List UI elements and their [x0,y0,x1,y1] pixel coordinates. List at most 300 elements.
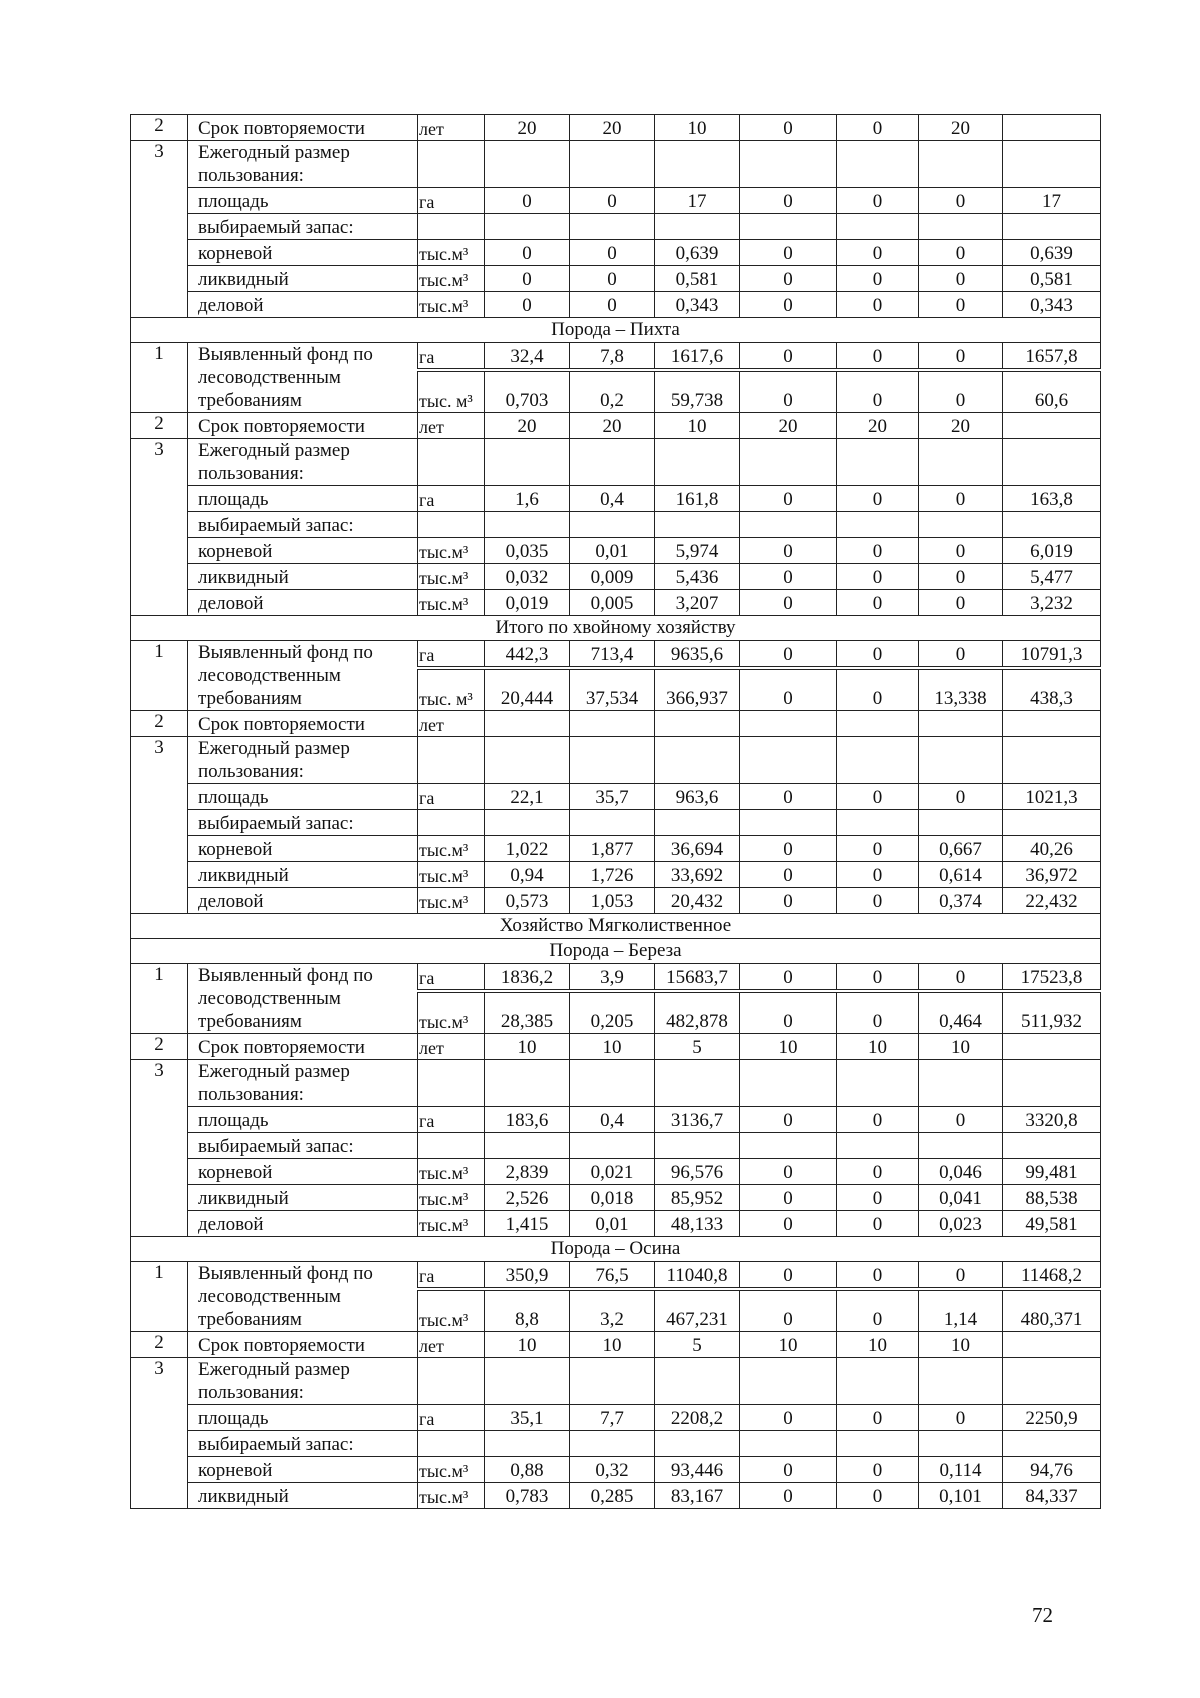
parameter-name: Выявленный фонд по лесоводственным требованиям [188,1262,418,1332]
parameter-name: Срок повторяемости [188,1332,418,1358]
value-cell [485,1431,570,1457]
value-cell [655,512,740,538]
unit-cell [418,214,485,240]
value-cell [1003,141,1101,188]
value-cell [570,512,655,538]
parameter-name: выбираемый запас: [188,214,418,240]
value-cell [485,1060,570,1107]
table-row [131,214,1101,240]
unit-cell: лет [418,115,485,141]
value-cell: 0 [740,1107,837,1133]
value-cell: 32,4 [485,343,570,371]
value-cell [655,1060,740,1107]
parameter-name: Выявленный фонд по лесоводственным требованиям [188,641,418,711]
value-cell [570,1358,655,1405]
value-cell: 13,338 [919,668,1003,711]
value-cell: 0,019 [485,590,570,616]
value-cell [485,711,570,737]
unit-cell [418,1060,485,1107]
unit-cell: тыс.м³ [418,1457,485,1483]
value-cell [837,214,919,240]
table-row [131,810,1101,836]
value-cell [1003,1034,1101,1060]
value-cell: 20,432 [655,888,740,914]
value-cell: 10 [919,1034,1003,1060]
table-row [131,1133,1101,1159]
value-cell: 0 [837,668,919,711]
value-cell: 366,937 [655,668,740,711]
value-cell: 99,481 [1003,1159,1101,1185]
value-cell: 0 [570,292,655,318]
unit-cell: тыс.м³ [418,862,485,888]
value-cell: 10 [485,1034,570,1060]
value-cell [655,810,740,836]
value-cell [570,1431,655,1457]
value-cell [1003,1133,1101,1159]
row-number: 1 [131,1262,188,1332]
value-cell [740,512,837,538]
value-cell: 85,952 [655,1185,740,1211]
value-cell [919,1060,1003,1107]
value-cell: 2,839 [485,1159,570,1185]
value-cell: 0 [919,784,1003,810]
parameter-name: Ежегодный размер пользования: [188,439,418,486]
value-cell: 0 [837,1289,919,1332]
parameter-name: Ежегодный размер пользования: [188,737,418,784]
value-cell: 0 [740,486,837,512]
value-cell [1003,1332,1101,1358]
value-cell: 0 [837,1405,919,1431]
value-cell: 0,01 [570,1211,655,1237]
value-cell: 37,534 [570,668,655,711]
value-cell [570,141,655,188]
value-cell: 10 [919,1332,1003,1358]
value-cell: 0 [919,486,1003,512]
unit-cell [418,737,485,784]
unit-cell: тыс.м³ [418,538,485,564]
unit-cell: тыс.м³ [418,991,485,1034]
value-cell: 0,018 [570,1185,655,1211]
value-cell: 0 [740,1483,837,1509]
value-cell: 0 [740,1405,837,1431]
value-cell: 0,703 [485,370,570,413]
parameter-name: деловой [188,888,418,914]
value-cell: 438,3 [1003,668,1101,711]
section-row [131,939,1101,964]
value-cell: 480,371 [1003,1289,1101,1332]
value-cell: 0 [919,964,1003,992]
value-cell: 2,526 [485,1185,570,1211]
value-cell: 482,878 [655,991,740,1034]
value-cell: 442,3 [485,641,570,669]
value-cell: 0 [837,641,919,669]
value-cell: 11040,8 [655,1262,740,1290]
value-cell: 0,032 [485,564,570,590]
unit-cell: тыс.м³ [418,888,485,914]
unit-cell [418,439,485,486]
value-cell: 5,477 [1003,564,1101,590]
table-row [131,1483,1101,1509]
value-cell [1003,512,1101,538]
parameter-name: выбираемый запас: [188,512,418,538]
value-cell [1003,413,1101,439]
value-cell [1003,439,1101,486]
value-cell [837,810,919,836]
parameter-name: корневой [188,538,418,564]
value-cell: 0,464 [919,991,1003,1034]
value-cell [837,1431,919,1457]
value-cell [655,1133,740,1159]
table-row [131,1034,1101,1060]
value-cell: 0,639 [655,240,740,266]
table-row [131,292,1101,318]
value-cell: 0 [837,1211,919,1237]
parameter-name: ликвидный [188,1185,418,1211]
row-number: 3 [131,1060,188,1237]
value-cell: 0 [837,538,919,564]
value-cell: 20 [485,413,570,439]
value-cell [837,711,919,737]
value-cell [1003,711,1101,737]
value-cell: 0 [740,641,837,669]
value-cell: 2208,2 [655,1405,740,1431]
value-cell: 0 [837,188,919,214]
value-cell: 94,76 [1003,1457,1101,1483]
unit-cell: га [418,964,485,992]
row-number: 3 [131,1358,188,1509]
table-row [131,888,1101,914]
value-cell: 0 [919,590,1003,616]
table-row [131,343,1101,371]
value-cell [837,512,919,538]
value-cell [919,439,1003,486]
value-cell: 20 [919,115,1003,141]
value-cell: 10 [485,1332,570,1358]
value-cell: 1,14 [919,1289,1003,1332]
value-cell: 17523,8 [1003,964,1101,992]
table-row [131,964,1101,992]
table-row [131,266,1101,292]
value-cell: 163,8 [1003,486,1101,512]
value-cell: 963,6 [655,784,740,810]
value-cell: 0 [740,370,837,413]
value-cell: 0 [837,991,919,1034]
value-cell: 0 [919,343,1003,371]
value-cell: 76,5 [570,1262,655,1290]
parameter-name: деловой [188,292,418,318]
parameter-name: Ежегодный размер пользования: [188,1060,418,1107]
table-row [131,1159,1101,1185]
value-cell: 0,285 [570,1483,655,1509]
value-cell [1003,1431,1101,1457]
value-cell: 0 [570,188,655,214]
value-cell: 36,972 [1003,862,1101,888]
row-number: 1 [131,343,188,413]
unit-cell: лет [418,1332,485,1358]
parameter-name: корневой [188,1159,418,1185]
unit-cell: тыс.м³ [418,1483,485,1509]
value-cell: 0 [919,1405,1003,1431]
value-cell: 0 [919,188,1003,214]
row-number: 3 [131,439,188,616]
parameter-name: корневой [188,836,418,862]
value-cell [655,737,740,784]
value-cell: 0,573 [485,888,570,914]
value-cell: 0,94 [485,862,570,888]
value-cell: 0 [740,1262,837,1290]
value-cell: 0 [837,784,919,810]
value-cell: 0,614 [919,862,1003,888]
value-cell: 9635,6 [655,641,740,669]
value-cell [837,1060,919,1107]
value-cell: 0 [919,564,1003,590]
value-cell: 3,207 [655,590,740,616]
value-cell: 10 [655,413,740,439]
unit-cell: тыс.м³ [418,1185,485,1211]
value-cell [1003,737,1101,784]
value-cell: 0 [740,1185,837,1211]
parameter-name: площадь [188,1107,418,1133]
row-number: 3 [131,141,188,318]
value-cell [485,1133,570,1159]
value-cell: 1617,6 [655,343,740,371]
value-cell [919,711,1003,737]
value-cell: 0 [837,836,919,862]
value-cell [570,214,655,240]
value-cell: 0,4 [570,486,655,512]
value-cell: 0 [740,564,837,590]
value-cell: 161,8 [655,486,740,512]
value-cell: 20 [919,413,1003,439]
unit-cell: га [418,1107,485,1133]
value-cell: 0 [837,240,919,266]
value-cell [485,737,570,784]
value-cell [570,810,655,836]
value-cell: 1,415 [485,1211,570,1237]
unit-cell: тыс.м³ [418,1159,485,1185]
value-cell: 10791,3 [1003,641,1101,669]
value-cell [740,737,837,784]
value-cell: 0 [837,564,919,590]
table-row [131,737,1101,784]
value-cell: 1021,3 [1003,784,1101,810]
value-cell: 3320,8 [1003,1107,1101,1133]
value-cell [485,810,570,836]
value-cell [485,439,570,486]
row-number: 2 [131,115,188,141]
value-cell: 48,133 [655,1211,740,1237]
value-cell: 1,6 [485,486,570,512]
value-cell: 60,6 [1003,370,1101,413]
value-cell: 0 [837,343,919,371]
value-cell: 0 [919,292,1003,318]
value-cell: 20 [570,413,655,439]
value-cell: 0 [740,1289,837,1332]
value-cell [655,439,740,486]
parameter-name: Ежегодный размер пользования: [188,141,418,188]
section-row [131,616,1101,641]
value-cell: 0,021 [570,1159,655,1185]
value-cell: 0 [740,1457,837,1483]
page-number: 72 [1032,1603,1053,1627]
value-cell [655,711,740,737]
value-cell [655,141,740,188]
parameter-name: площадь [188,486,418,512]
value-cell [655,1431,740,1457]
value-cell: 1,053 [570,888,655,914]
value-cell: 36,694 [655,836,740,862]
table-row [131,512,1101,538]
table-row [131,538,1101,564]
section-row [131,318,1101,343]
section-row [131,1237,1101,1262]
row-number: 3 [131,737,188,914]
value-cell [570,439,655,486]
table-row [131,1107,1101,1133]
value-cell: 0,2 [570,370,655,413]
value-cell: 0 [740,964,837,992]
unit-cell: га [418,1262,485,1290]
table-body [131,115,1101,1509]
parameter-name: Выявленный фонд по лесоводственным требованиям [188,343,418,413]
value-cell: 0 [570,240,655,266]
value-cell: 3,232 [1003,590,1101,616]
value-cell: 0,374 [919,888,1003,914]
value-cell [485,141,570,188]
value-cell [1003,1060,1101,1107]
unit-cell [418,810,485,836]
value-cell: 0,783 [485,1483,570,1509]
value-cell: 183,6 [485,1107,570,1133]
value-cell: 0 [837,1107,919,1133]
value-cell: 0 [919,641,1003,669]
value-cell: 0,343 [1003,292,1101,318]
table-row [131,439,1101,486]
table-row [131,784,1101,810]
value-cell: 0 [740,590,837,616]
value-cell: 0 [740,991,837,1034]
table-row [131,836,1101,862]
value-cell: 0 [570,266,655,292]
value-cell: 0 [740,1159,837,1185]
value-cell: 0 [740,240,837,266]
table-row [131,1185,1101,1211]
value-cell: 5 [655,1034,740,1060]
table-row [131,413,1101,439]
unit-cell [418,1133,485,1159]
table-row [131,141,1101,188]
value-cell [485,512,570,538]
unit-cell: га [418,1405,485,1431]
unit-cell: тыс.м³ [418,590,485,616]
value-cell [837,439,919,486]
value-cell: 10 [655,115,740,141]
value-cell: 10 [570,1332,655,1358]
value-cell: 20 [837,413,919,439]
table-row [131,641,1101,669]
value-cell: 3136,7 [655,1107,740,1133]
value-cell [570,1060,655,1107]
value-cell [485,214,570,240]
unit-cell: га [418,784,485,810]
row-number: 1 [131,641,188,711]
value-cell: 0,667 [919,836,1003,862]
row-number: 2 [131,1332,188,1358]
parameter-name: ликвидный [188,1483,418,1509]
value-cell: 0,581 [1003,266,1101,292]
value-cell: 5,974 [655,538,740,564]
value-cell: 6,019 [1003,538,1101,564]
value-cell: 0 [837,486,919,512]
unit-cell [418,141,485,188]
table-row [131,862,1101,888]
value-cell: 7,8 [570,343,655,371]
value-cell: 0 [837,1457,919,1483]
value-cell: 0 [837,1262,919,1290]
value-cell: 0 [740,115,837,141]
value-cell: 20 [570,115,655,141]
parameter-name: деловой [188,1211,418,1237]
value-cell: 93,446 [655,1457,740,1483]
parameter-name: Ежегодный размер пользования: [188,1358,418,1405]
value-cell: 5,436 [655,564,740,590]
value-cell [655,214,740,240]
value-cell: 10 [570,1034,655,1060]
value-cell [1003,115,1101,141]
value-cell: 0 [485,188,570,214]
value-cell: 0 [837,1159,919,1185]
table-row [131,115,1101,141]
value-cell: 350,9 [485,1262,570,1290]
value-cell: 0,205 [570,991,655,1034]
value-cell: 1657,8 [1003,343,1101,371]
value-cell: 0,101 [919,1483,1003,1509]
value-cell: 20 [740,413,837,439]
value-cell [919,214,1003,240]
value-cell: 0 [919,370,1003,413]
value-cell: 10 [740,1034,837,1060]
parameter-name: Срок повторяемости [188,413,418,439]
value-cell: 511,932 [1003,991,1101,1034]
value-cell: 0 [919,1107,1003,1133]
row-number: 2 [131,711,188,737]
table-row [131,1431,1101,1457]
value-cell: 3,9 [570,964,655,992]
value-cell: 0,114 [919,1457,1003,1483]
table-row [131,1332,1101,1358]
unit-cell: тыс.м³ [418,1211,485,1237]
value-cell: 0 [740,292,837,318]
value-cell: 0 [740,188,837,214]
value-cell [919,737,1003,784]
value-cell [740,810,837,836]
value-cell: 0 [740,538,837,564]
value-cell: 5 [655,1332,740,1358]
value-cell: 0,01 [570,538,655,564]
value-cell [740,1358,837,1405]
value-cell: 35,1 [485,1405,570,1431]
unit-cell: тыс.м³ [418,1289,485,1332]
unit-cell: тыс.м³ [418,292,485,318]
value-cell: 2250,9 [1003,1405,1101,1431]
value-cell: 467,231 [655,1289,740,1332]
parameter-name: Срок повторяемости [188,1034,418,1060]
value-cell: 20 [485,115,570,141]
value-cell: 83,167 [655,1483,740,1509]
value-cell [740,141,837,188]
value-cell: 1,877 [570,836,655,862]
table-row [131,1060,1101,1107]
